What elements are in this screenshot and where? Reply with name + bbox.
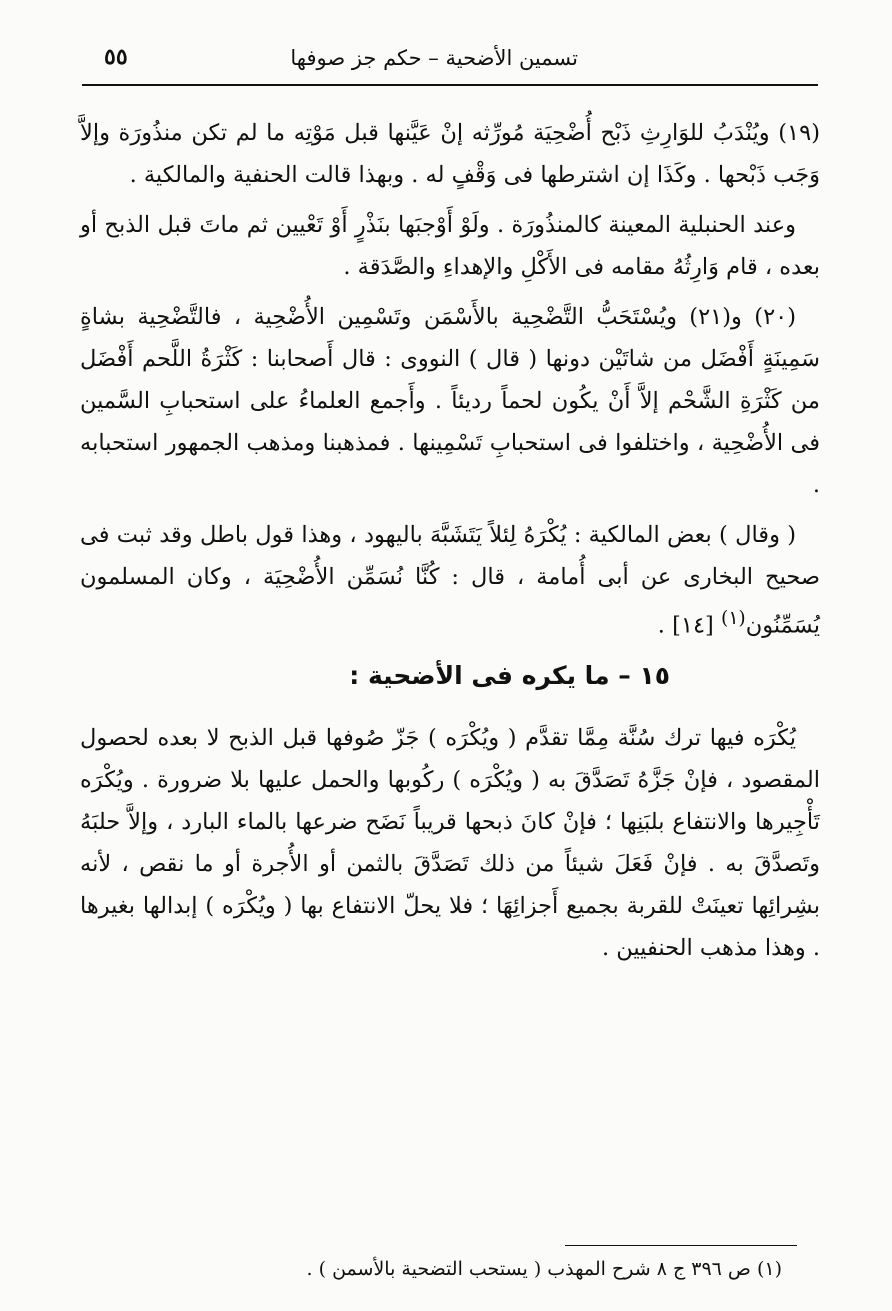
- page-header: [82, 42, 818, 86]
- paragraph-maliki-text: ( وقال ) بعض المالكية : يُكْرَهُ لِئلاً يَتَشَبَّهَ باليهود ، وهذا قول باطل وقد ثبت فى صحيح البخارى عن أبى أُمامة ، قال : كُنَّا نُسَمِّن الأُضْحِيَة ، وكان المسلمون يُسَمِّنُون: [80, 522, 820, 639]
- running-title: تسمين الأضحية – حكم جز صوفها: [290, 46, 578, 70]
- footnote-divider: [565, 1245, 797, 1246]
- paragraph-19: (١٩) ويُنْدَبُ للوَارِثِ ذَبْح أُضْحِيَة مُورِّثه إنْ عَيَّنها قبل مَوْتِه ما لم تكن منذُورَة وإلاَّ وَجَب ذَبْحها . وكَذَا إن اشترطها فى وَقْفٍ له . وبهذا قالت الحنفية والمالكية .: [80, 120, 820, 188]
- page-number: ٥٥: [104, 44, 128, 70]
- paragraph-maliki: [80, 514, 820, 647]
- section-paragraph: يُكْرَه فيها ترك سُنَّة مِمَّا تقدَّم ( ويُكْرَه ) جَزّ صُوفها قبل الذبح لا بعده لحصول المقصود ، فإنْ جَزَّهُ تَصَدَّقَ به ( ويُكْرَه ) ركُوبها والحمل عليها بلا ضرورة . ويُكْرَه تَأْجِيرها والانتفاع بلبَنِها ؛ فإنْ كانَ ذبحها قريباً نَضَح ضرعها بالماء البارد ، وإلاَّ حلبَهُ وتَصدَّقَ به . فإنْ فَعَلَ شيئاً من ذلك تَصَدَّقَ بالثمن أو الأُجرة أو ما نقص ، لأنه بشِرائِها تعينَتْ للقربة بجميع أَجزائِهَا ؛ فلا يحلّ الانتفاع بها ( ويُكْرَه ) إبدالها بغيرها . وهذا مذهب الحنفيين .: [80, 724, 820, 961]
- body-text: [80, 112, 820, 977]
- footnote-marker: (١): [720, 608, 746, 629]
- footnote: (١) ص ٣٩٦ ج ٨ شرح المهذب ( يستحب التضحية بالأسمن ) .: [306, 1258, 782, 1280]
- paragraph-20-21: (٢٠) و(٢١) ويُسْتَحَبُّ التَّضْحِية بالأَسْمَن وتَسْمِين الأُضْحِية ، فالتَّضْحِية بشاةٍ سَمِينَةٍ أَفْضَل من شاتَيْن دونها ( قال ) النووى : قال أَصحابنا : كَثْرَةُ اللَّحم أَفْضَل من كَثْرَةِ الشَّحْم إلاَّ أَنْ يكُون لحماً رديئاً . وأَجمع العلماءُ على استحبابِ السَّمين فى الأُضْحِية ، واختلفوا فى استحبابِ تَسْمِينها . فمذهبنا ومذهب الجمهور استحبابه .: [80, 304, 820, 498]
- section-heading: ١٥ – ما يكره فى الأضحية :: [349, 660, 670, 690]
- paragraph-hanbali: وعند الحنبلية المعينة كالمنذُورَة . ولَوْ أَوْجبَها بنَذْرٍ أَوْ تَعْيين ثم ماتَ قبل الذبح أو بعده ، قام وَارِثُهُ مقامه فى الأَكْلِ والإهداءِ والصَّدَقة .: [80, 212, 820, 280]
- hadith-reference: [١٤] .: [657, 612, 714, 639]
